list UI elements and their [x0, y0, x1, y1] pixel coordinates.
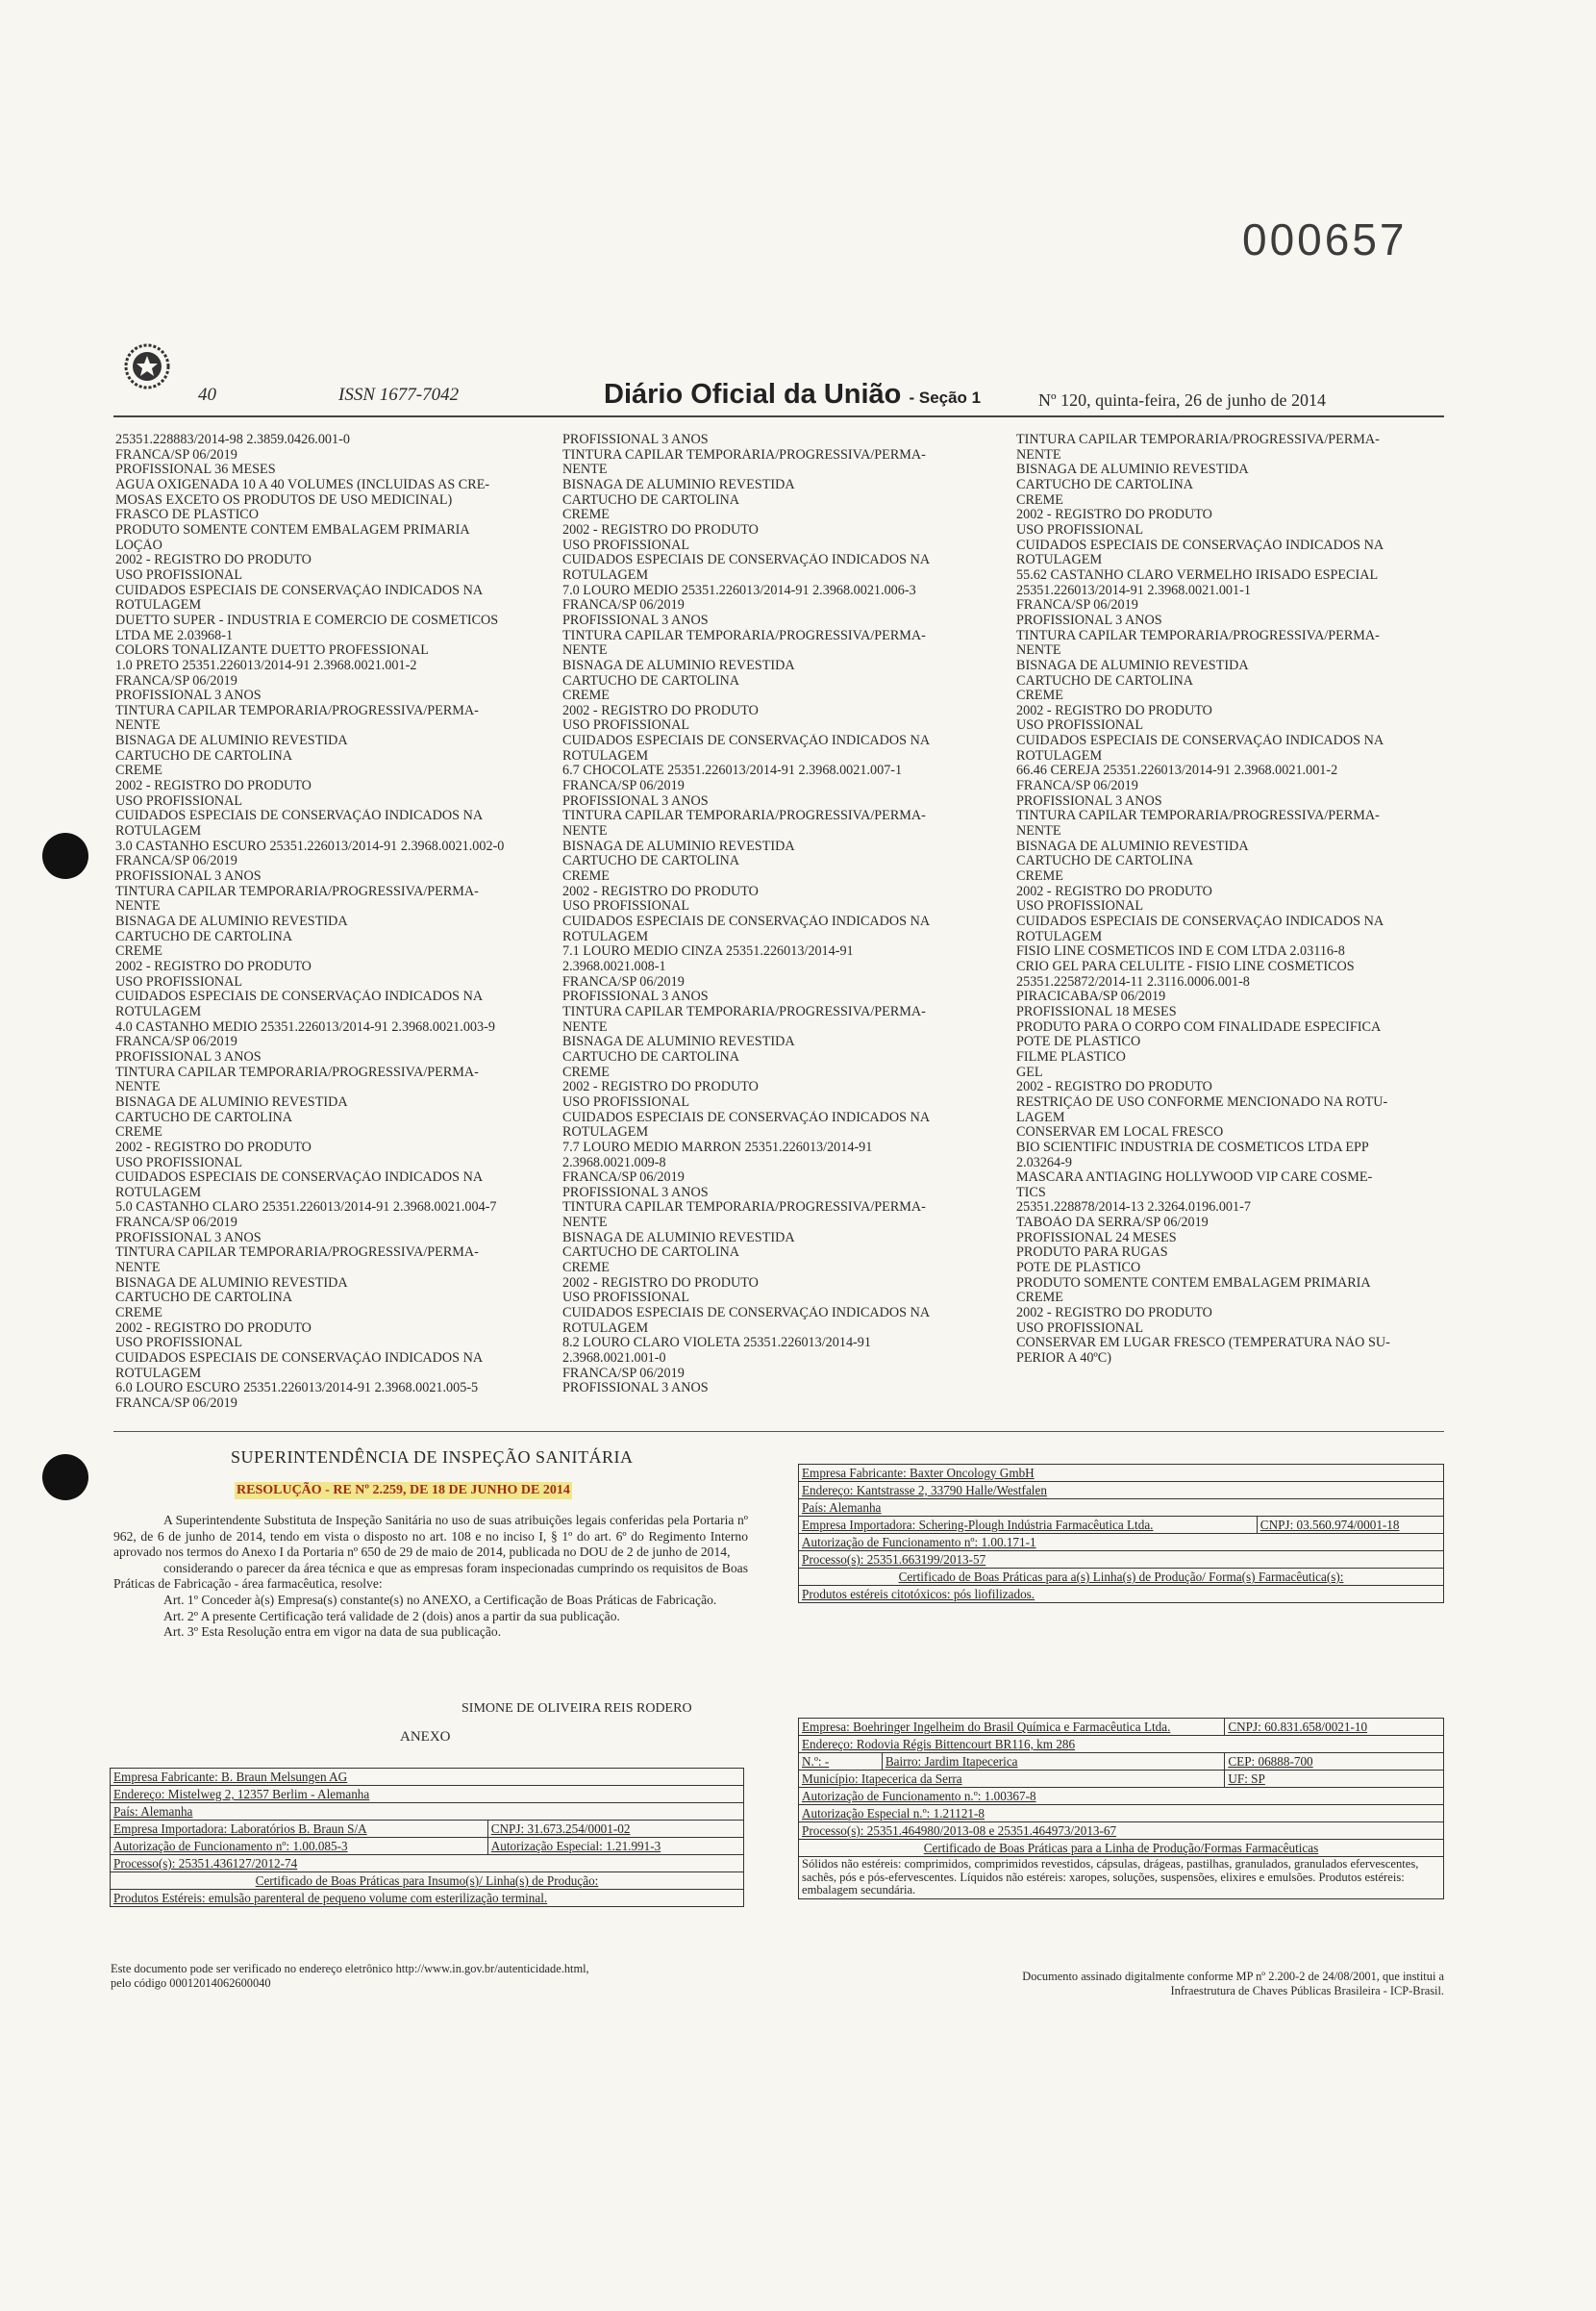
column-line: FRANCA/SP 06/2019	[562, 974, 685, 990]
column-line: CUIDADOS ESPECIAIS DE CONSERVAÇÃO INDICADOS NA	[115, 990, 484, 1005]
column-line: ROTULAGEM	[115, 1004, 202, 1019]
column-line: CREME	[562, 508, 610, 523]
column-line: FRANCA/SP 06/2019	[1016, 779, 1138, 794]
column-line: TINTURA CAPILAR TEMPORÁRIA/PROGRESSIVA/PERMA-	[1016, 628, 1380, 643]
processos-cell: Processo(s): 25351.464980/2013-08 e 25351.464973/2013-67	[799, 1822, 1444, 1840]
column-line: BISNAGA DE ALUMÍNIO REVESTIDA	[1016, 839, 1249, 854]
empresa-cell: Empresa: Boehringer Ingelheim do Brasil Química e Farmacêutica Ltda.	[799, 1719, 1225, 1736]
column-line: CARTUCHO DE CARTOLINA	[562, 854, 740, 869]
column-line: BIO SCIENTIFIC INDUSTRIA DE COSMÉTICOS LTDA EPP	[1016, 1140, 1369, 1155]
column-line: FRANCA/SP 06/2019	[562, 1170, 685, 1186]
signer-name: SIMONE DE OLIVEIRA REIS RODERO	[461, 1701, 692, 1716]
column-line: 7.1 LOURO MÉDIO CINZA 25351.226013/2014-91	[562, 944, 854, 960]
column-line: CONSERVAR EM LOCAL FRESCO	[1016, 1125, 1224, 1141]
column-line: CUIDADOS ESPECIAIS DE CONSERVAÇÃO INDICADOS NA	[115, 583, 484, 598]
column-line: TINTURA CAPILAR TEMPORÁRIA/PROGRESSIVA/PERMA-	[562, 1200, 926, 1216]
column-line: ROTULAGEM	[562, 748, 649, 764]
column-line: 2.03264-9	[1016, 1155, 1072, 1170]
column-line: 2002 - REGISTRO DO PRODUTO	[1016, 1080, 1212, 1095]
produtos-cell: Sólidos não estéreis: comprimidos, comprimidos revestidos, cápsulas, drágeas, pastilhas, granulados, granulados efervescentes, sachês, pós e pós-efervescentes. Líquidos não estéreis: xaropes, soluções, suspensões, elixires e emulsões. Produtos estéreis: embalagem secundária.	[799, 1857, 1444, 1899]
importadora-cell: Empresa Importadora: Laboratórios B. Braun S/A	[111, 1821, 488, 1838]
resolution-title: RESOLUÇÃO - RE Nº 2.259, DE 18 DE JUNHO DE 2014	[237, 1483, 570, 1497]
column-line: CONSERVAR EM LUGAR FRESCO (TEMPERATURA NÃO SU-	[1016, 1336, 1390, 1351]
column-line: CUIDADOS ESPECIAIS DE CONSERVAÇÃO INDICADOS NA	[115, 1170, 484, 1186]
column-line: LTDA ME 2.03968-1	[115, 628, 234, 643]
header-rule	[113, 415, 1444, 417]
column-line: COLORS TONALIZANTE DUETTO PROFESSIONAL	[115, 643, 429, 659]
column-line: CUIDADOS ESPECIAIS DE CONSERVAÇÃO INDICADOS NA	[562, 915, 931, 929]
column-line: USO PROFISSIONAL	[562, 718, 690, 734]
column-line: FRANCA/SP 06/2019	[562, 1366, 685, 1381]
column-line: PROFISSIONAL 3 ANOS	[562, 1381, 709, 1396]
column-line: FRANCA/SP 06/2019	[115, 447, 237, 463]
column-line: BISNAGA DE ALUMÍNIO REVESTIDA	[562, 477, 795, 492]
certificado-cell	[111, 1872, 744, 1890]
punch-hole	[42, 1454, 88, 1500]
footer-verification	[111, 1962, 589, 1991]
fabricante-cell: Empresa Fabricante: Baxter Oncology GmbH	[799, 1465, 1444, 1482]
column-line: USO PROFISSIONAL	[562, 1291, 690, 1306]
resolution-paragraph: Art. 3º Esta Resolução entra em vigor na data de sua publicação.	[163, 1624, 502, 1640]
column-line: CREME	[1016, 1291, 1063, 1306]
certificado-text: Certificado de Boas Práticas para Insumo(s)/ Linha(s) de Produção:	[255, 1873, 599, 1888]
column-line: CUIDADOS ESPECIAIS DE CONSERVAÇÃO INDICADOS NA	[115, 809, 484, 824]
uf-cell: UF: SP	[1225, 1771, 1444, 1788]
autorizacao-especial-cell: Autorização Especial n.º: 1.21121-8	[799, 1805, 1444, 1822]
column-line: ROTULAGEM	[115, 824, 202, 840]
column-line: CREME	[115, 1306, 162, 1321]
column-line: 55.62 CASTANHO CLARO VERMELHO IRISADO ESPECIAL	[1016, 567, 1379, 583]
processo-cell: Processo(s): 25351.436127/2012-74	[111, 1855, 744, 1872]
column-line: CREME	[115, 1125, 162, 1141]
section-separator	[113, 1431, 1444, 1432]
column-line: TINTURA CAPILAR TEMPORÁRIA/PROGRESSIVA/PERMA-	[562, 1004, 926, 1019]
column-line: CUIDADOS ESPECIAIS DE CONSERVAÇÃO INDICADOS NA	[1016, 538, 1384, 553]
column-line: CREME	[562, 689, 610, 704]
column-line: TINTURA CAPILAR TEMPORÁRIA/PROGRESSIVA/PERMA-	[562, 447, 926, 463]
column-line: NENTE	[115, 718, 161, 734]
column-line: PIRACICABA/SP 06/2019	[1016, 990, 1166, 1005]
column-line: CUIDADOS ESPECIAIS DE CONSERVAÇÃO INDICADOS NA	[562, 1306, 931, 1321]
footer-verification-url: Este documento pode ser verificado no endereço eletrônico http://www.in.gov.br/autenticidade.html,	[111, 1962, 589, 1975]
column-line: USO PROFISSIONAL	[115, 567, 243, 583]
column-line: PROFISSIONAL 3 ANOS	[115, 869, 262, 885]
text-column-3	[1016, 433, 1449, 1367]
column-line: NENTE	[562, 1019, 608, 1035]
column-line: POTE DE PLÁSTICO	[1016, 1261, 1141, 1276]
autorizacao-cell: Autorização de Funcionamento nº: 1.00.171-1	[799, 1534, 1444, 1551]
column-line: USO PROFISSIONAL	[115, 974, 243, 990]
column-line: PROFISSIONAL 3 ANOS	[562, 1185, 709, 1200]
column-line: BISNAGA DE ALUMÍNIO REVESTIDA	[562, 1035, 795, 1050]
column-line: 2002 - REGISTRO DO PRODUTO	[1016, 508, 1212, 523]
column-line: FISIO LINE COSMETICOS IND E COM LTDA 2.03116-8	[1016, 944, 1345, 960]
column-line: 25351.225872/2014-11 2.3116.0006.001-8	[1016, 974, 1250, 990]
journal-section: - Seção 1	[909, 389, 982, 407]
column-line: BISNAGA DE ALUMÍNIO REVESTIDA	[562, 839, 795, 854]
column-line: ROTULAGEM	[1016, 748, 1103, 764]
column-line: NENTE	[1016, 824, 1061, 840]
column-line: TINTURA CAPILAR TEMPORÁRIA/PROGRESSIVA/PERMA-	[115, 703, 479, 718]
cnpj-cell: CNPJ: 03.560.974/0001-18	[1257, 1517, 1443, 1534]
column-line: CUIDADOS ESPECIAIS DE CONSERVAÇÃO INDICADOS NA	[115, 1351, 484, 1367]
column-line: CARTUCHO DE CARTOLINA	[562, 673, 740, 689]
column-line: TINTURA CAPILAR TEMPORÁRIA/PROGRESSIVA/PERMA-	[562, 628, 926, 643]
numero-cell: N.º: -	[799, 1753, 883, 1771]
footer-verification-code: pelo código 00012014062600040	[111, 1976, 271, 1990]
produtos-cell: Produtos estéreis citotóxicos: pós liofilizados.	[799, 1586, 1444, 1603]
column-line: 7.0 LOURO MÉDIO 25351.226013/2014-91 2.3968.0021.006-3	[562, 583, 916, 598]
page-stamp-number: 000657	[1242, 214, 1408, 264]
column-line: 6.0 LOURO ESCURO 25351.226013/2014-91 2.3968.0021.005-5	[115, 1381, 479, 1396]
footer-signature-line2: Infraestrutura de Chaves Públicas Brasileira - ICP-Brasil.	[1170, 1984, 1444, 1997]
column-line: MASCARA ANTIAGING HOLLYWOOD VIP CARE COSME-	[1016, 1170, 1373, 1186]
column-line: CARTUCHO DE CARTOLINA	[115, 929, 293, 944]
certificado-cell	[799, 1840, 1444, 1857]
column-line: GEL	[1016, 1065, 1043, 1080]
issn: ISSN 1677-7042	[338, 385, 460, 405]
column-line: BISNAGA DE ALUMÍNIO REVESTIDA	[115, 734, 348, 749]
produtos-cell: Produtos Estéreis: emulsão parenteral de pequeno volume com esterilização terminal.	[111, 1890, 744, 1907]
column-line: NENTE	[562, 463, 608, 478]
column-line: CREME	[562, 1261, 610, 1276]
column-line: MOSAS EXCETO OS PRODUTOS DE USO MEDICINAL)	[115, 492, 453, 508]
column-line: 2002 - REGISTRO DO PRODUTO	[562, 703, 759, 718]
column-line: 2002 - REGISTRO DO PRODUTO	[115, 1320, 312, 1336]
column-line: PRODUTO PARA O CORPO COM FINALIDADE ESPECÍFICA	[1016, 1019, 1382, 1035]
column-line: CARTUCHO DE CARTOLINA	[1016, 673, 1194, 689]
column-line: 66.46 CEREJA 25351.226013/2014-91 2.3968.0021.001-2	[1016, 764, 1338, 779]
column-line: BISNAGA DE ALUMÍNIO REVESTIDA	[562, 1230, 795, 1245]
column-line: FRANCA/SP 06/2019	[115, 854, 237, 869]
column-line: CARTUCHO DE CARTOLINA	[562, 492, 740, 508]
column-line: PROFISSIONAL 3 ANOS	[562, 990, 709, 1005]
column-line: NENTE	[562, 643, 608, 659]
column-line: NENTE	[115, 899, 161, 915]
column-line: TINTURA CAPILAR TEMPORÁRIA/PROGRESSIVA/PERMA-	[562, 809, 926, 824]
resolution-paragraph: Art. 1º Conceder à(s) Empresa(s) constante(s) no ANEXO, a Certificação de Boas Práticas de Fabricação.	[163, 1592, 717, 1607]
municipio-cell: Município: Itapecerica da Serra	[799, 1771, 1225, 1788]
annex-table-baxter	[798, 1464, 1444, 1603]
column-line: FRANCA/SP 06/2019	[115, 1396, 237, 1411]
column-line: PROFISSIONAL 3 ANOS	[115, 689, 262, 704]
column-line: PERIOR A 40ºC)	[1016, 1351, 1111, 1367]
column-line: PROFISSIONAL 3 ANOS	[115, 1049, 262, 1065]
column-line: NENTE	[1016, 643, 1061, 659]
column-line: BISNAGA DE ALUMÍNIO REVESTIDA	[115, 1094, 348, 1110]
autorizacao-especial-cell: Autorização Especial: 1.21.991-3	[487, 1838, 743, 1855]
column-line: USO PROFISSIONAL	[562, 1094, 690, 1110]
column-line: PRODUTO SOMENTE CONTÉM EMBALAGEM PRIMÁRIA	[1016, 1275, 1371, 1291]
column-line: TINTURA CAPILAR TEMPORÁRIA/PROGRESSIVA/PERMA-	[1016, 433, 1380, 447]
column-line: BISNAGA DE ALUMÍNIO REVESTIDA	[1016, 658, 1249, 673]
column-line: USO PROFISSIONAL	[115, 793, 243, 809]
column-line: ÁGUA OXIGENADA 10 A 40 VOLUMES (INCLUÍDAS AS CRE-	[115, 477, 490, 492]
text-column-1	[115, 433, 548, 1412]
column-line: 3.0 CASTANHO ESCURO 25351.226013/2014-91 2.3968.0021.002-0	[115, 839, 505, 854]
column-line: 2002 - REGISTRO DO PRODUTO	[562, 884, 759, 899]
journal-title	[604, 379, 981, 411]
column-line: TABOÃO DA SERRA/SP 06/2019	[1016, 1216, 1209, 1231]
column-line: 2.3968.0021.009-8	[562, 1155, 666, 1170]
column-line: FRANCA/SP 06/2019	[562, 779, 685, 794]
column-line: 6.7 CHOCOLATE 25351.226013/2014-91 2.3968.0021.007-1	[562, 764, 903, 779]
endereco-cell: Endereço: Rodovia Régis Bittencourt BR116, km 286	[799, 1736, 1444, 1753]
column-line: CREME	[1016, 689, 1063, 704]
column-line: 25351.228883/2014-98 2.3859.0426.001-0	[115, 433, 350, 447]
column-line: 2002 - REGISTRO DO PRODUTO	[1016, 884, 1212, 899]
column-line: PROFISSIONAL 3 ANOS	[1016, 793, 1162, 809]
column-line: BISNAGA DE ALUMÍNIO REVESTIDA	[1016, 463, 1249, 478]
column-line: 2002 - REGISTRO DO PRODUTO	[562, 522, 759, 538]
punch-hole	[42, 833, 88, 879]
column-line: CREME	[562, 1065, 610, 1080]
column-line: 25351.226013/2014-91 2.3968.0021.001-1	[1016, 583, 1251, 598]
republic-seal-logo	[123, 342, 171, 390]
resolution-paragraph: considerando o parecer da área técnica e que as empresas foram inspecionadas cumprindo os requisitos de Boas Práticas de Fabricação - área farmacêutica, resolve:	[113, 1560, 748, 1592]
column-line: PRODUTO PARA RUGAS	[1016, 1245, 1168, 1261]
column-line: USO PROFISSIONAL	[562, 538, 690, 553]
column-line: PROFISSIONAL 3 ANOS	[115, 1230, 262, 1245]
column-line: USO PROFISSIONAL	[115, 1336, 243, 1351]
column-line: PROFISSIONAL 3 ANOS	[562, 613, 709, 628]
column-line: 2002 - REGISTRO DO PRODUTO	[115, 1140, 312, 1155]
endereco-cell: Endereço: Mistelweg 2, 12357 Berlim - Alemanha	[111, 1786, 744, 1803]
column-line: BISNAGA DE ALUMÍNIO REVESTIDA	[562, 658, 795, 673]
column-line: 4.0 CASTANHO MÉDIO 25351.226013/2014-91 2.3968.0021.003-9	[115, 1019, 495, 1035]
column-line: ROTULAGEM	[1016, 929, 1103, 944]
column-line: FRANCA/SP 06/2019	[115, 1216, 237, 1231]
column-line: FRASCO DE PLÁSTICO	[115, 508, 259, 523]
column-line: BISNAGA DE ALUMÍNIO REVESTIDA	[115, 1275, 348, 1291]
column-line: TICS	[1016, 1185, 1046, 1200]
column-line: NENTE	[115, 1261, 161, 1276]
column-line: PROFISSIONAL 36 MESES	[115, 463, 276, 478]
column-line: 25351.228878/2014-13 2.3264.0196.001-7	[1016, 1200, 1251, 1216]
column-line: FILME PLÁSTICO	[1016, 1049, 1126, 1065]
column-line: 2002 - REGISTRO DO PRODUTO	[562, 1275, 759, 1291]
footer-signature-line1: Documento assinado digitalmente conforme MP nº 2.200-2 de 24/08/2001, que institui a	[1022, 1970, 1444, 1983]
column-line: CUIDADOS ESPECIAIS DE CONSERVAÇÃO INDICADOS NA	[562, 734, 931, 749]
column-line: PROFISSIONAL 24 MESES	[1016, 1230, 1177, 1245]
column-line: CARTUCHO DE CARTOLINA	[1016, 477, 1194, 492]
column-line: 2002 - REGISTRO DO PRODUTO	[115, 779, 312, 794]
column-line: PROFISSIONAL 3 ANOS	[1016, 613, 1162, 628]
column-line: ROTULAGEM	[115, 1366, 202, 1381]
column-line: NENTE	[562, 1216, 608, 1231]
column-line: TINTURA CAPILAR TEMPORÁRIA/PROGRESSIVA/PERMA-	[115, 1245, 479, 1261]
column-line: POTE DE PLÁSTICO	[1016, 1035, 1141, 1050]
column-line: CARTUCHO DE CARTOLINA	[562, 1245, 740, 1261]
certificado-text: Certificado de Boas Práticas para a(s) Linha(s) de Produção/ Forma(s) Farmacêutica(s):	[898, 1570, 1344, 1584]
column-line: ROTULAGEM	[115, 1185, 202, 1200]
column-line: CARTUCHO DE CARTOLINA	[115, 748, 293, 764]
column-line: ROTULAGEM	[562, 1320, 649, 1336]
column-line: LOÇÃO	[115, 538, 162, 553]
column-line: USO PROFISSIONAL	[562, 899, 690, 915]
column-line: 2002 - REGISTRO DO PRODUTO	[115, 553, 312, 568]
column-line: ROTULAGEM	[562, 1125, 649, 1141]
issue-info: Nº 120, quinta-feira, 26 de junho de 2014	[1038, 390, 1327, 410]
column-line: PROFISSIONAL 18 MESES	[1016, 1004, 1177, 1019]
column-line: CREME	[115, 944, 162, 960]
column-line: USO PROFISSIONAL	[1016, 718, 1144, 734]
column-line: PROFISSIONAL 3 ANOS	[562, 433, 709, 447]
column-line: ROTULAGEM	[562, 567, 649, 583]
resolution-paragraph: A Superintendente Substituta de Inspeção Sanitária no uso de suas atribuições legais conferidas pela Portaria nº 962, de 6 de junho de 2014, tendo em vista o disposto no art. 108 e no inciso I, § 1º do art. 6º do Regimento Interno aprovado nos termos do Anexo I da Portaria nº 650 de 29 de maio de 2014, publicada no DOU de 2 de junho de 2014,	[113, 1513, 748, 1560]
certificado-cell	[799, 1569, 1444, 1586]
annex-table-braun	[110, 1768, 744, 1907]
column-line: 2002 - REGISTRO DO PRODUTO	[1016, 1306, 1212, 1321]
column-line: USO PROFISSIONAL	[1016, 522, 1144, 538]
column-line: CARTUCHO DE CARTOLINA	[115, 1291, 293, 1306]
annex-label: ANEXO	[400, 1729, 451, 1745]
column-line: FRANCA/SP 06/2019	[1016, 598, 1138, 614]
autorizacao-cell: Autorização de Funcionamento nº: 1.00.085-3	[111, 1838, 488, 1855]
column-line: CREME	[1016, 869, 1063, 885]
certificado-text: Certificado de Boas Práticas para a Linha de Produção/Formas Farmacêuticas	[923, 1841, 1319, 1855]
column-line: CREME	[1016, 492, 1063, 508]
column-line: CARTUCHO DE CARTOLINA	[1016, 854, 1194, 869]
column-line: 2002 - REGISTRO DO PRODUTO	[562, 1080, 759, 1095]
annex-table-boehringer	[798, 1718, 1444, 1899]
text-column-2	[562, 433, 995, 1396]
column-line: ROTULAGEM	[115, 598, 202, 614]
column-line: CUIDADOS ESPECIAIS DE CONSERVAÇÃO INDICADOS NA	[562, 553, 931, 568]
endereco-cell: Endereço: Kantstrasse 2, 33790 Halle/Westfalen	[799, 1482, 1444, 1499]
column-line: TINTURA CAPILAR TEMPORÁRIA/PROGRESSIVA/PERMA-	[115, 884, 479, 899]
column-line: 8.2 LOURO CLARO VIOLETA 25351.226013/2014-91	[562, 1336, 871, 1351]
column-line: CARTUCHO DE CARTOLINA	[562, 1049, 740, 1065]
column-line: BISNAGA DE ALUMÍNIO REVESTIDA	[115, 915, 348, 929]
column-line: TINTURA CAPILAR TEMPORÁRIA/PROGRESSIVA/PERMA-	[115, 1065, 479, 1080]
column-line: ROTULAGEM	[1016, 553, 1103, 568]
processo-cell: Processo(s): 25351.663199/2013-57	[799, 1551, 1444, 1569]
fabricante-cell: Empresa Fabricante: B. Braun Melsungen AG	[111, 1769, 744, 1786]
column-line: 5.0 CASTANHO CLARO 25351.226013/2014-91 2.3968.0021.004-7	[115, 1200, 497, 1216]
column-line: ROTULAGEM	[562, 929, 649, 944]
autorizacao-cell: Autorização de Funcionamento n.º: 1.00367-8	[799, 1788, 1444, 1805]
column-line: 2.3968.0021.008-1	[562, 959, 666, 974]
column-line: PROFISSIONAL 3 ANOS	[562, 793, 709, 809]
importadora-cell: Empresa Importadora: Schering-Plough Indústria Farmacêutica Ltda.	[799, 1517, 1258, 1534]
column-line: 2.3968.0021.001-0	[562, 1351, 666, 1367]
column-line: FRANCA/SP 06/2019	[562, 598, 685, 614]
column-line: 7.7 LOURO MÉDIO MARRON 25351.226013/2014-91	[562, 1140, 873, 1155]
cep-cell: CEP: 06888-700	[1225, 1753, 1444, 1771]
column-line: NENTE	[115, 1080, 161, 1095]
column-line: 1.0 PRETO 25351.226013/2014-91 2.3968.0021.001-2	[115, 658, 417, 673]
page-number: 40	[198, 385, 216, 405]
column-line: RESTRIÇÃO DE USO CONFORME MENCIONADO NA ROTU-	[1016, 1094, 1388, 1110]
column-line: TINTURA CAPILAR TEMPORÁRIA/PROGRESSIVA/PERMA-	[1016, 809, 1380, 824]
column-line: CRIO GEL PARA CELULITE - FISIO LINE COSMÉTICOS	[1016, 959, 1355, 974]
cnpj-cell: CNPJ: 31.673.254/0001-02	[487, 1821, 743, 1838]
cnpj-cell: CNPJ: 60.831.658/0021-10	[1225, 1719, 1444, 1736]
column-line: USO PROFISSIONAL	[1016, 899, 1144, 915]
column-line: CUIDADOS ESPECIAIS DE CONSERVAÇÃO INDICADOS NA	[1016, 734, 1384, 749]
bairro-cell: Bairro: Jardim Itapecerica	[882, 1753, 1224, 1771]
resolution-paragraph: Art. 2º A presente Certificação terá validade de 2 (dois) anos a partir da sua publicação.	[163, 1608, 620, 1623]
column-line: USO PROFISSIONAL	[1016, 1320, 1144, 1336]
column-line: CUIDADOS ESPECIAIS DE CONSERVAÇÃO INDICADOS NA	[562, 1110, 931, 1125]
column-line: DUETTO SUPER - INDÚSTRIA E COMÉRCIO DE COSMÉTICOS	[115, 613, 499, 628]
footer-signature-note	[883, 1970, 1444, 1998]
column-line: 2002 - REGISTRO DO PRODUTO	[115, 959, 312, 974]
column-line: PRODUTO SOMENTE CONTÉM EMBALAGEM PRIMÁRIA	[115, 522, 470, 538]
column-line: CARTUCHO DE CARTOLINA	[115, 1110, 293, 1125]
column-line: USO PROFISSIONAL	[115, 1155, 243, 1170]
column-line: 2002 - REGISTRO DO PRODUTO	[1016, 703, 1212, 718]
column-line: FRANCA/SP 06/2019	[115, 673, 237, 689]
column-line: NENTE	[1016, 447, 1061, 463]
column-line: NENTE	[562, 824, 608, 840]
resolution-body	[113, 1513, 748, 1641]
journal-title-text: Diário Oficial da União	[604, 379, 902, 410]
pais-cell: País: Alemanha	[111, 1803, 744, 1821]
column-line: CREME	[562, 869, 610, 885]
column-line: CREME	[115, 764, 162, 779]
section-title: SUPERINTENDÊNCIA DE INSPEÇÃO SANITÁRIA	[231, 1447, 634, 1467]
column-line: CUIDADOS ESPECIAIS DE CONSERVAÇÃO INDICADOS NA	[1016, 915, 1384, 929]
column-line: LAGEM	[1016, 1110, 1065, 1125]
column-line: FRANCA/SP 06/2019	[115, 1035, 237, 1050]
pais-cell: País: Alemanha	[799, 1499, 1444, 1517]
